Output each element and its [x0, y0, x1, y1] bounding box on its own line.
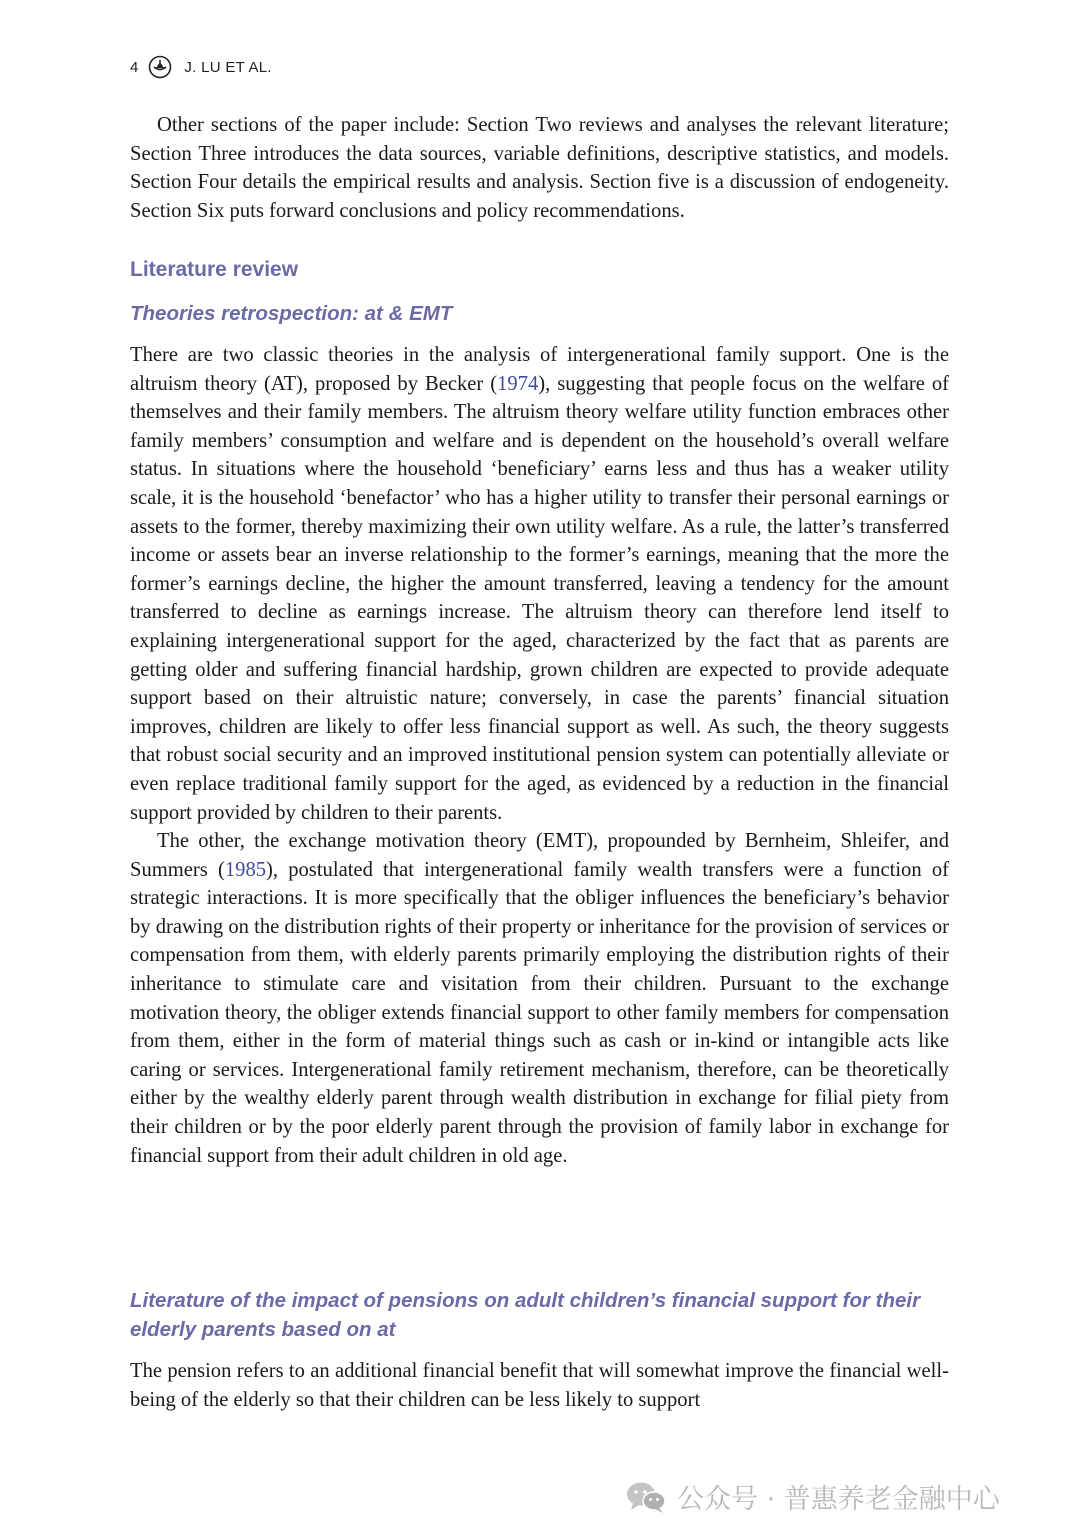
altruism-theory-paragraph: There are two classic theories in the analysis of intergenerational family support. One is the altruism theory (AT), proposed by Becker (1974), suggesting that people focus on the welfare of themselves and their family members. The altruism theory welfare utility function embraces other family members’ consumption and welfare and is dependent on the household’s overall welfare status. In situations where the household ‘beneficiary’ earns less and thus has a weaker utility scale, it is the household ‘benefactor’ who has a higher utility to transfer their personal earnings or assets to the former, thereby maximizing their own utility welfare. As a rule, the latter’s transferred income or assets bear an inverse relationship to the former’s earnings, meaning that the more the former’s earnings decline, the higher the amount transferred, leaving a tendency for the amount transferred to decline as earnings increase. The altruism theory can therefore lend itself to explaining intergenerational support for the aged, characterized by the fact that as parents are getting older and suffering financial hardship, grown children are expected to provide adequate support based on their altruistic nature; conversely, in case the parents’ financial situation improves, children are likely to offer less financial support as well. As such, the theory suggests that robust social security and an improved institutional pension system can potentially alleviate or even replace traditional family support for the aged, as evidenced by a reduction in the financial support provided by children to their parents.	[130, 344, 949, 824]
intro-section	[130, 111, 949, 225]
intro-paragraph: Other sections of the paper include: Section Two reviews and analyses the relevant literature; Section Three introduces the data sources, variable definitions, descriptive statistics, and models. Section Four details the empirical results and analysis. Section five is a discussion of endogeneity. Section Six puts forward conclusions and policy recommendations.	[130, 114, 949, 222]
citation-link-bernheim[interactable]: 1985	[224, 858, 267, 881]
wechat-watermark	[625, 1477, 1000, 1516]
running-head-authors: J. LU ET AL.	[184, 58, 272, 76]
page-number: 4	[130, 58, 139, 76]
citation-link-becker[interactable]: 1974	[497, 372, 539, 395]
publisher-logo-icon	[148, 55, 172, 79]
pension-paragraph: The pension refers to an additional financial benefit that will somewhat improve the financial well-being of the elderly so that their children can be less likely to support	[130, 1360, 949, 1411]
theories-section-body	[130, 341, 949, 1170]
subsection-heading-theories: Theories retrospection: at & EMT	[130, 302, 453, 325]
subsection-heading-pensions: Literature of the impact of pensions on adult children’s financial support for their elderly parents based on at	[130, 1289, 921, 1341]
wechat-icon	[625, 1479, 667, 1515]
pension-section-body	[130, 1357, 949, 1414]
exchange-motivation-paragraph: The other, the exchange motivation theory (EMT), propounded by Bernheim, Shleifer, and Summers (1985), postulated that intergenerational family wealth transfers were a function of strategic interactions. It is more specifically that the obliger influences the beneficiary’s behavior by drawing on the distribution rights of their property or inheritance for the provision of services or compensation from them, with elderly parents primarily employing the distribution rights of their inheritance to stimulate care and visitation from their children. Pursuant to the exchange motivation theory, the obliger extends financial support to other family members for compensation from them, either in the form of material things such as cash or in-kind or intangible acts like caring or services. Intergenerational family retirement mechanism, therefore, can be theoretically either by the wealthy elderly parent through wealth distribution in exchange for filial piety from their children or by the poor elderly parent through the provision of family labor in exchange for financial support from their adult children in old age.	[130, 830, 949, 1167]
watermark-text: 公众号 · 普惠养老金融中心	[677, 1484, 1000, 1515]
running-head	[130, 55, 272, 79]
section-heading-literature-review: Literature review	[130, 258, 299, 281]
